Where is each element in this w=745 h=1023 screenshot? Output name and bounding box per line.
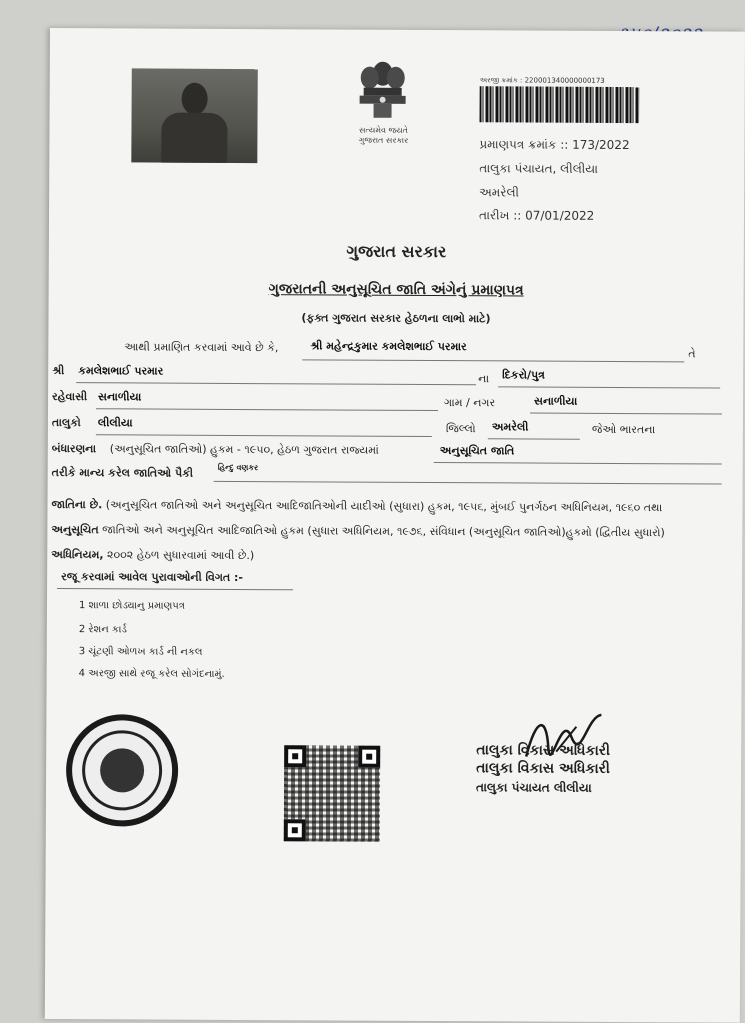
applicant-photo — [131, 68, 257, 163]
taluka-label: તાલુકો — [51, 416, 81, 430]
legal-paragraph: જાતિના છે. (અનુસૂચિત જાતિઓ અને અનુસૂચિત આદિજાતિઓની યાદીઓ (સુધારા) હુકમ, ૧૯૫૬, મુંબઈ પુનર્ગઠન અધિનિયમ, ૧૯૬૦ તથા અનુસૂચિત જાતિઓ અને અનુસૂચિત આદિજાતિઓ હુકમ (સુધારા અધિનિયમ, ૧૯૭૬, સંવિધાન (અનુસૂચિત જાતિઓ)હુકમો (દ્વિતીય સુધારો) અધિનિયમ, ૨૦૦૨ હેઠળ સુધારવામાં આવી છે.) — [51, 498, 665, 563]
order-text: (અનુસૂચિત જાતિઓ) હુકમ - ૧૯૫૦, હેઠળ ગુજરાત રાજ્યમાં — [109, 442, 379, 457]
certificate-note: (ફક્ત ગુજરાત સરકાર હેઠળના લાભો માટે) — [301, 311, 491, 326]
application-number: અરજી ક્રમાંક : 220001340000000173 — [479, 76, 605, 85]
office-seal — [66, 714, 179, 827]
district-value: અમરેલી — [491, 420, 529, 434]
na-label: ના — [478, 372, 490, 386]
issuing-district: અમરેલી — [479, 185, 520, 200]
te-label: તે — [688, 347, 696, 361]
resident-value: સનાળીયા — [98, 390, 142, 404]
resident-label: રહેવાસી — [52, 390, 88, 404]
order-text-bold: બંધારણના — [51, 442, 97, 456]
documents-heading: રજૂ કરવામાં આવેલ પુરાવાઓની વિગત :- — [61, 570, 244, 585]
qr-code — [284, 745, 381, 842]
document-item: 1 શાળા છોડ્યાનુ પ્રમાણપત્ર — [78, 600, 186, 612]
applicant-name: શ્રી મહેન્દ્રકુમાર કમલેશભાઈ પરમાર — [310, 339, 467, 354]
relation: દિકરો/પુત્ર — [502, 368, 545, 382]
certificate-number: પ્રમાણપત્ર ક્રમાંક :: 173/2022 — [479, 137, 630, 153]
district-label: જિલ્લો — [445, 422, 476, 436]
document-item: 3 ચૂંટણી ઓળખ કાર્ડ ની નકલ — [78, 646, 203, 658]
shri-label: શ્રી — [52, 364, 65, 378]
certificate-sheet — [45, 28, 745, 1023]
father-name: કમલેશભાઈ પરમાર — [78, 364, 164, 378]
recognized-label: તરીકે માન્ય કરેલ જાતિઓ પૈકી — [51, 466, 194, 480]
document-item: 4 અરજી સાથે રજૂ કરેલ સોગંદનામું. — [78, 668, 225, 680]
caste-value: હિન્દુ વણકર — [217, 462, 259, 473]
village-value: સનાળીયા — [534, 394, 578, 408]
category-value: અનુસૂચિત જાતિ — [439, 444, 515, 458]
government-title: ગુજરાત સરકાર — [346, 241, 447, 262]
signatory-office: તાલુકા પંચાયત લીલીયા — [475, 780, 592, 795]
certificate-title: ગુજરાતની અનુસૂચિત જાતિ અંગેનું પ્રમાણપત્ર — [268, 281, 524, 299]
signatory-title-1: તાલુકા વિકાસ અધિકારી — [476, 742, 611, 759]
taluka-value: લીલીયા — [97, 416, 133, 430]
certify-prefix: આથી પ્રમાણિત કરવામાં આવે છે કે, — [124, 340, 279, 355]
emblem-caption: સત્યમેવ જયતે ગુજરાત સરકાર — [358, 125, 409, 145]
issuing-office: તાલુકા પંચાયત, લીલીયા — [479, 161, 599, 176]
document-item: 2 રેશન કાર્ડ — [78, 624, 127, 636]
village-label: ગામ / નગર — [444, 396, 496, 410]
signatory-title-2: તાલુકા વિકાસ અધિકારી — [476, 760, 610, 777]
issue-date: તારીખ :: 07/01/2022 — [478, 208, 595, 223]
citizen-label: જેઓ ભારતના — [591, 422, 656, 437]
barcode — [480, 86, 640, 123]
